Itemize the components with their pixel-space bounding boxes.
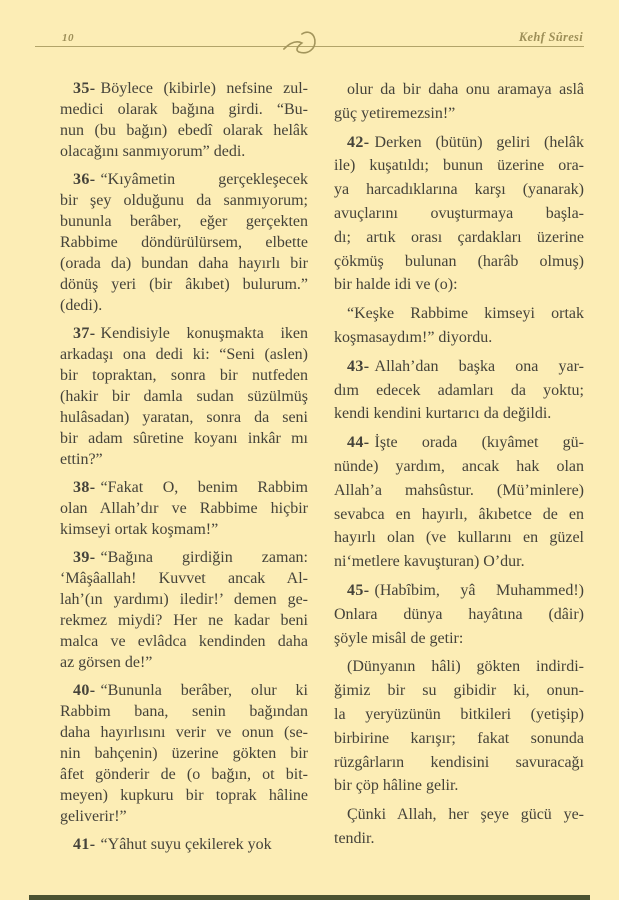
verse-43 xyxy=(334,355,584,426)
text-line: nin bahçenin) üzerine gökten bir xyxy=(60,745,308,762)
verse-number: 41- xyxy=(73,836,96,853)
text-line: şöyle misâl de getir: xyxy=(334,629,464,647)
text-line: 39- “Bağına girdiğin zaman: xyxy=(73,549,308,566)
verse-number: 42- xyxy=(347,133,370,151)
text-line: 43- Allah’dan başka ona yar- xyxy=(347,357,584,375)
verse-number: 36- xyxy=(73,171,96,188)
text-line: hulâsadan) yaratan, sonra da seni xyxy=(60,409,308,426)
paragraph xyxy=(334,803,584,851)
text-line: 44- İşte orada (kıyâmet gü- xyxy=(347,434,584,452)
text-line: meyen) kupkuru bir toprak hâline xyxy=(60,787,308,804)
text-line: dı; artık orası çardakları üzerine xyxy=(334,228,584,246)
verse-number: 38- xyxy=(73,479,96,496)
verse-39 xyxy=(60,547,308,673)
text-line: ettin?” xyxy=(60,451,103,468)
text-line: lah’(ın yardımı) iledir!’ demen ge- xyxy=(60,591,308,608)
text-line: kendi kendini kurtarıcı da değildi. xyxy=(334,405,552,423)
text-line: Allah’a mahsûstur. (Mü’minlere) xyxy=(334,481,584,499)
text-line: “Keşke Rabbime kimseyi ortak xyxy=(347,305,584,323)
text-line: arkadaşı ona dedi ki: “Seni (aslen) xyxy=(60,346,308,363)
verse-number: 44- xyxy=(347,434,370,452)
text-line: olur da bir daha onu aramaya aslâ xyxy=(347,81,584,98)
verse-number: 37- xyxy=(73,325,96,342)
verse-number: 39- xyxy=(73,549,96,566)
text-line: nun (bu bağın) ebedî olarak helâk xyxy=(60,122,308,139)
text-line: rekmez miydi? Her ne kadar beni xyxy=(60,612,308,629)
text-line: (dedi). xyxy=(60,297,103,314)
text-line: güç yetiremezsin!” xyxy=(334,104,456,122)
text-line: Onlara dünya hayâtına (dâir) xyxy=(334,605,584,623)
text-line: Rabbime döndürülürsem, elbette xyxy=(60,234,308,251)
right-column xyxy=(334,78,584,855)
text-line: 37- Kendisiyle konuşmakta iken xyxy=(73,325,308,342)
text-line: malca ve evlâdca kendinden daha xyxy=(60,633,308,650)
text-line: 38- “Fakat O, benim Rabbim xyxy=(73,479,308,496)
text-line: 41- “Yâhut suyu çekilerek yok xyxy=(73,836,272,853)
text-line: âfet gönderir de (o bağın, ot bit- xyxy=(60,766,308,783)
text-line: (Dünyanın hâli) gökten indirdi- xyxy=(347,658,584,676)
text-line: 42- Derken (bütün) geliri (helâk xyxy=(347,133,584,151)
verse-42 xyxy=(334,131,584,298)
paragraph xyxy=(334,302,584,350)
text-line: nünde) yardım, ancak hak olan xyxy=(334,457,584,475)
verse-number: 45- xyxy=(347,581,370,599)
text-line: la yeryüzünün bitkileri (yetişip) xyxy=(334,705,584,723)
text-line: bir çöp hâline gelir. xyxy=(334,777,459,795)
text-line: bir şey olduğunu da sanmıyorum; xyxy=(60,192,308,209)
text-line: Çünki Allah, her şeye gücü ye- xyxy=(347,806,584,824)
text-line: çökmüş bulunan (harâb olmuş) xyxy=(334,252,584,270)
verse-37 xyxy=(60,323,308,470)
text-line: (orada da) bundan daha hayırlı bir xyxy=(60,255,308,272)
left-column xyxy=(60,78,308,855)
text-line: olacağını sanmıyorum” dedi. xyxy=(60,143,246,160)
text-line: rüzgârların kendisini savuracağı xyxy=(334,753,584,771)
text-line: ‘Mâşâallah! Kuvvet ancak Al- xyxy=(60,570,308,587)
text-line: tendir. xyxy=(334,829,375,847)
text-line: 40- “Bununla berâber, olur ki xyxy=(73,682,308,699)
text-line: bir halde idi ve (o): xyxy=(334,276,458,294)
verse-body xyxy=(60,78,584,855)
text-line: az görsen de!” xyxy=(60,654,153,671)
text-line: olan Allah’dır ve Rabbime hiçbir xyxy=(60,500,308,517)
verse-number: 35- xyxy=(73,80,96,97)
verse-38 xyxy=(60,477,308,540)
verse-35 xyxy=(60,78,308,162)
text-line: daha hayırlısını verir ve onun (se- xyxy=(60,724,308,741)
paragraph xyxy=(334,78,584,126)
text-line: (hakir bir damla sudan süzülmüş xyxy=(60,388,308,405)
text-line: kimseyi ortak koşmam!” xyxy=(60,521,219,538)
text-line: sevabca en hayırlı, âkıbetce de en xyxy=(334,505,584,523)
text-line: dım edecek adamları da yoktu; xyxy=(334,381,584,399)
text-line: 45- (Habîbim, yâ Muhammed!) xyxy=(347,581,584,599)
text-line: dönüş yeri (bir âkıbet) bulurum.” xyxy=(60,276,308,293)
text-line: koşmasaydım!” diyordu. xyxy=(334,328,493,346)
verse-36 xyxy=(60,169,308,316)
text-line: ni‘metlere kavuşturan) O’dur. xyxy=(334,553,525,571)
verse-45 xyxy=(334,579,584,650)
verse-41 xyxy=(60,834,308,855)
surah-title: Kehf Sûresi xyxy=(518,30,583,44)
text-line: ğimiz bir su gibidir ki, onun- xyxy=(334,682,584,700)
text-line: Rabbim bana, senin bağından xyxy=(60,703,308,720)
ornament-flourish-icon xyxy=(280,26,336,63)
text-line: medici olarak bağına girdi. “Bu- xyxy=(60,101,308,118)
verse-40 xyxy=(60,680,308,827)
paragraph xyxy=(334,655,584,798)
text-line: birbirine karışır; fakat sonunda xyxy=(334,729,584,747)
verse-number: 40- xyxy=(73,682,96,699)
text-line: avuçlarını ovuşturmaya başla- xyxy=(334,204,584,222)
text-line: bir topraktan, sonra bir nutfeden xyxy=(60,367,308,384)
text-line: 36- “Kıyâmetin gerçekleşecek xyxy=(73,171,308,188)
text-line: 35- Böylece (kibirle) nefsine zul- xyxy=(73,80,308,97)
text-line: geliverir!” xyxy=(60,808,127,825)
page-number: 10 xyxy=(62,32,74,44)
footer-bar xyxy=(29,895,590,900)
text-line: ile) kuşatıldı; bunun üzerine ora- xyxy=(334,157,584,175)
text-line: hayırlı olan (ve kullarını en güzel xyxy=(334,529,584,547)
text-line: bununla berâber, eğer gerçekten xyxy=(60,213,308,230)
verse-number: 43- xyxy=(347,357,370,375)
text-line: ya harcadıklarına karşı (yanarak) xyxy=(334,181,584,199)
text-line: bir adam sûretine koyanı inkâr mı xyxy=(60,430,308,447)
verse-44 xyxy=(334,431,584,574)
